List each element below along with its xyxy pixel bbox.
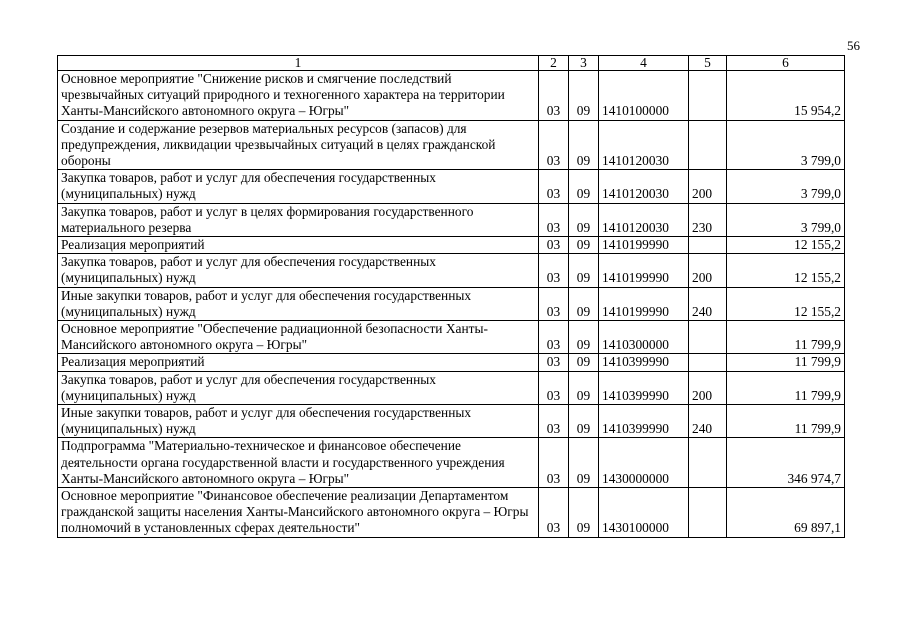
budget-table bbox=[57, 55, 845, 538]
table-row bbox=[58, 237, 845, 254]
row-subsection: 09 bbox=[569, 354, 599, 371]
row-target-code: 1410399990 bbox=[599, 354, 689, 371]
row-section: 03 bbox=[539, 371, 569, 404]
row-expense-type: 200 bbox=[689, 254, 727, 287]
row-target-code: 1410199990 bbox=[599, 287, 689, 320]
row-name: Закупка товаров, работ и услуг для обеспечения государственных (муниципальных) нужд bbox=[58, 371, 539, 404]
row-name: Основное мероприятие "Снижение рисков и смягчение последствий чрезвычайных ситуаций природного и техногенного характера на территории Ханты-Мансийского автономного округа – Югры" bbox=[58, 71, 539, 121]
row-expense-type bbox=[689, 120, 727, 170]
row-name: Закупка товаров, работ и услуг для обеспечения государственных (муниципальных) нужд bbox=[58, 254, 539, 287]
column-header: 6 bbox=[727, 56, 845, 71]
row-target-code: 1410199990 bbox=[599, 254, 689, 287]
row-section: 03 bbox=[539, 71, 569, 121]
row-target-code: 1410399990 bbox=[599, 405, 689, 438]
row-sum: 346 974,7 bbox=[727, 438, 845, 488]
row-section: 03 bbox=[539, 170, 569, 203]
row-section: 03 bbox=[539, 120, 569, 170]
table-body bbox=[58, 71, 845, 538]
table-row bbox=[58, 371, 845, 404]
row-target-code: 1410399990 bbox=[599, 371, 689, 404]
row-section: 03 bbox=[539, 488, 569, 538]
row-target-code: 1410199990 bbox=[599, 237, 689, 254]
row-sum: 3 799,0 bbox=[727, 170, 845, 203]
row-name: Иные закупки товаров, работ и услуг для обеспечения государственных (муниципальных) нужд bbox=[58, 287, 539, 320]
row-target-code: 1410120030 bbox=[599, 203, 689, 236]
table-row bbox=[58, 405, 845, 438]
row-subsection: 09 bbox=[569, 405, 599, 438]
row-name: Иные закупки товаров, работ и услуг для обеспечения государственных (муниципальных) нужд bbox=[58, 405, 539, 438]
row-expense-type: 200 bbox=[689, 170, 727, 203]
row-section: 03 bbox=[539, 287, 569, 320]
row-target-code: 1410300000 bbox=[599, 321, 689, 354]
page-number: 56 bbox=[847, 38, 860, 53]
column-header: 5 bbox=[689, 56, 727, 71]
row-section: 03 bbox=[539, 237, 569, 254]
row-target-code: 1410120030 bbox=[599, 170, 689, 203]
table-row bbox=[58, 170, 845, 203]
row-section: 03 bbox=[539, 254, 569, 287]
row-expense-type: 240 bbox=[689, 405, 727, 438]
row-expense-type: 200 bbox=[689, 371, 727, 404]
row-sum: 12 155,2 bbox=[727, 254, 845, 287]
table-row bbox=[58, 321, 845, 354]
row-section: 03 bbox=[539, 438, 569, 488]
row-expense-type bbox=[689, 438, 727, 488]
row-name: Закупка товаров, работ и услуг для обеспечения государственных (муниципальных) нужд bbox=[58, 170, 539, 203]
table-row bbox=[58, 254, 845, 287]
table-row bbox=[58, 488, 845, 538]
row-sum: 12 155,2 bbox=[727, 287, 845, 320]
header-row bbox=[58, 56, 845, 71]
row-sum: 11 799,9 bbox=[727, 321, 845, 354]
row-subsection: 09 bbox=[569, 71, 599, 121]
row-expense-type: 240 bbox=[689, 287, 727, 320]
row-expense-type bbox=[689, 488, 727, 538]
row-subsection: 09 bbox=[569, 287, 599, 320]
table-row bbox=[58, 71, 845, 121]
table-row bbox=[58, 438, 845, 488]
row-sum: 11 799,9 bbox=[727, 405, 845, 438]
row-sum: 3 799,0 bbox=[727, 203, 845, 236]
row-expense-type: 230 bbox=[689, 203, 727, 236]
row-target-code: 1430000000 bbox=[599, 438, 689, 488]
row-name: Реализация мероприятий bbox=[58, 354, 539, 371]
table-row bbox=[58, 287, 845, 320]
row-section: 03 bbox=[539, 405, 569, 438]
row-subsection: 09 bbox=[569, 438, 599, 488]
row-subsection: 09 bbox=[569, 237, 599, 254]
row-target-code: 1410100000 bbox=[599, 71, 689, 121]
row-name: Создание и содержание резервов материальных ресурсов (запасов) для предупреждения, ликвидации чрезвычайных ситуаций в целях гражданской обороны bbox=[58, 120, 539, 170]
row-target-code: 1410120030 bbox=[599, 120, 689, 170]
row-sum: 11 799,9 bbox=[727, 354, 845, 371]
row-section: 03 bbox=[539, 203, 569, 236]
row-expense-type bbox=[689, 237, 727, 254]
row-sum: 3 799,0 bbox=[727, 120, 845, 170]
row-target-code: 1430100000 bbox=[599, 488, 689, 538]
row-name: Реализация мероприятий bbox=[58, 237, 539, 254]
table-row bbox=[58, 354, 845, 371]
row-subsection: 09 bbox=[569, 120, 599, 170]
row-name: Закупка товаров, работ и услуг в целях формирования государственного материального резерва bbox=[58, 203, 539, 236]
row-subsection: 09 bbox=[569, 321, 599, 354]
row-expense-type bbox=[689, 71, 727, 121]
row-sum: 15 954,2 bbox=[727, 71, 845, 121]
column-header: 1 bbox=[58, 56, 539, 71]
table-row bbox=[58, 203, 845, 236]
row-name: Основное мероприятие "Обеспечение радиационной безопасности Ханты-Мансийского автономного округа – Югры" bbox=[58, 321, 539, 354]
row-subsection: 09 bbox=[569, 254, 599, 287]
column-header: 2 bbox=[539, 56, 569, 71]
row-subsection: 09 bbox=[569, 203, 599, 236]
row-subsection: 09 bbox=[569, 371, 599, 404]
row-section: 03 bbox=[539, 321, 569, 354]
row-subsection: 09 bbox=[569, 170, 599, 203]
row-section: 03 bbox=[539, 354, 569, 371]
column-header: 4 bbox=[599, 56, 689, 71]
row-sum: 12 155,2 bbox=[727, 237, 845, 254]
row-name: Подпрограмма "Материально-техническое и финансовое обеспечение деятельности органа государственной власти и государственного учреждения Ханты-Мансийского автономного округа – Югры" bbox=[58, 438, 539, 488]
row-sum: 11 799,9 bbox=[727, 371, 845, 404]
row-sum: 69 897,1 bbox=[727, 488, 845, 538]
row-subsection: 09 bbox=[569, 488, 599, 538]
row-name: Основное мероприятие "Финансовое обеспечение реализации Департаментом гражданской защиты населения Ханты-Мансийского автономного округа – Югры полномочий в установленных сферах деятельности" bbox=[58, 488, 539, 538]
table-row bbox=[58, 120, 845, 170]
column-header: 3 bbox=[569, 56, 599, 71]
row-expense-type bbox=[689, 321, 727, 354]
row-expense-type bbox=[689, 354, 727, 371]
